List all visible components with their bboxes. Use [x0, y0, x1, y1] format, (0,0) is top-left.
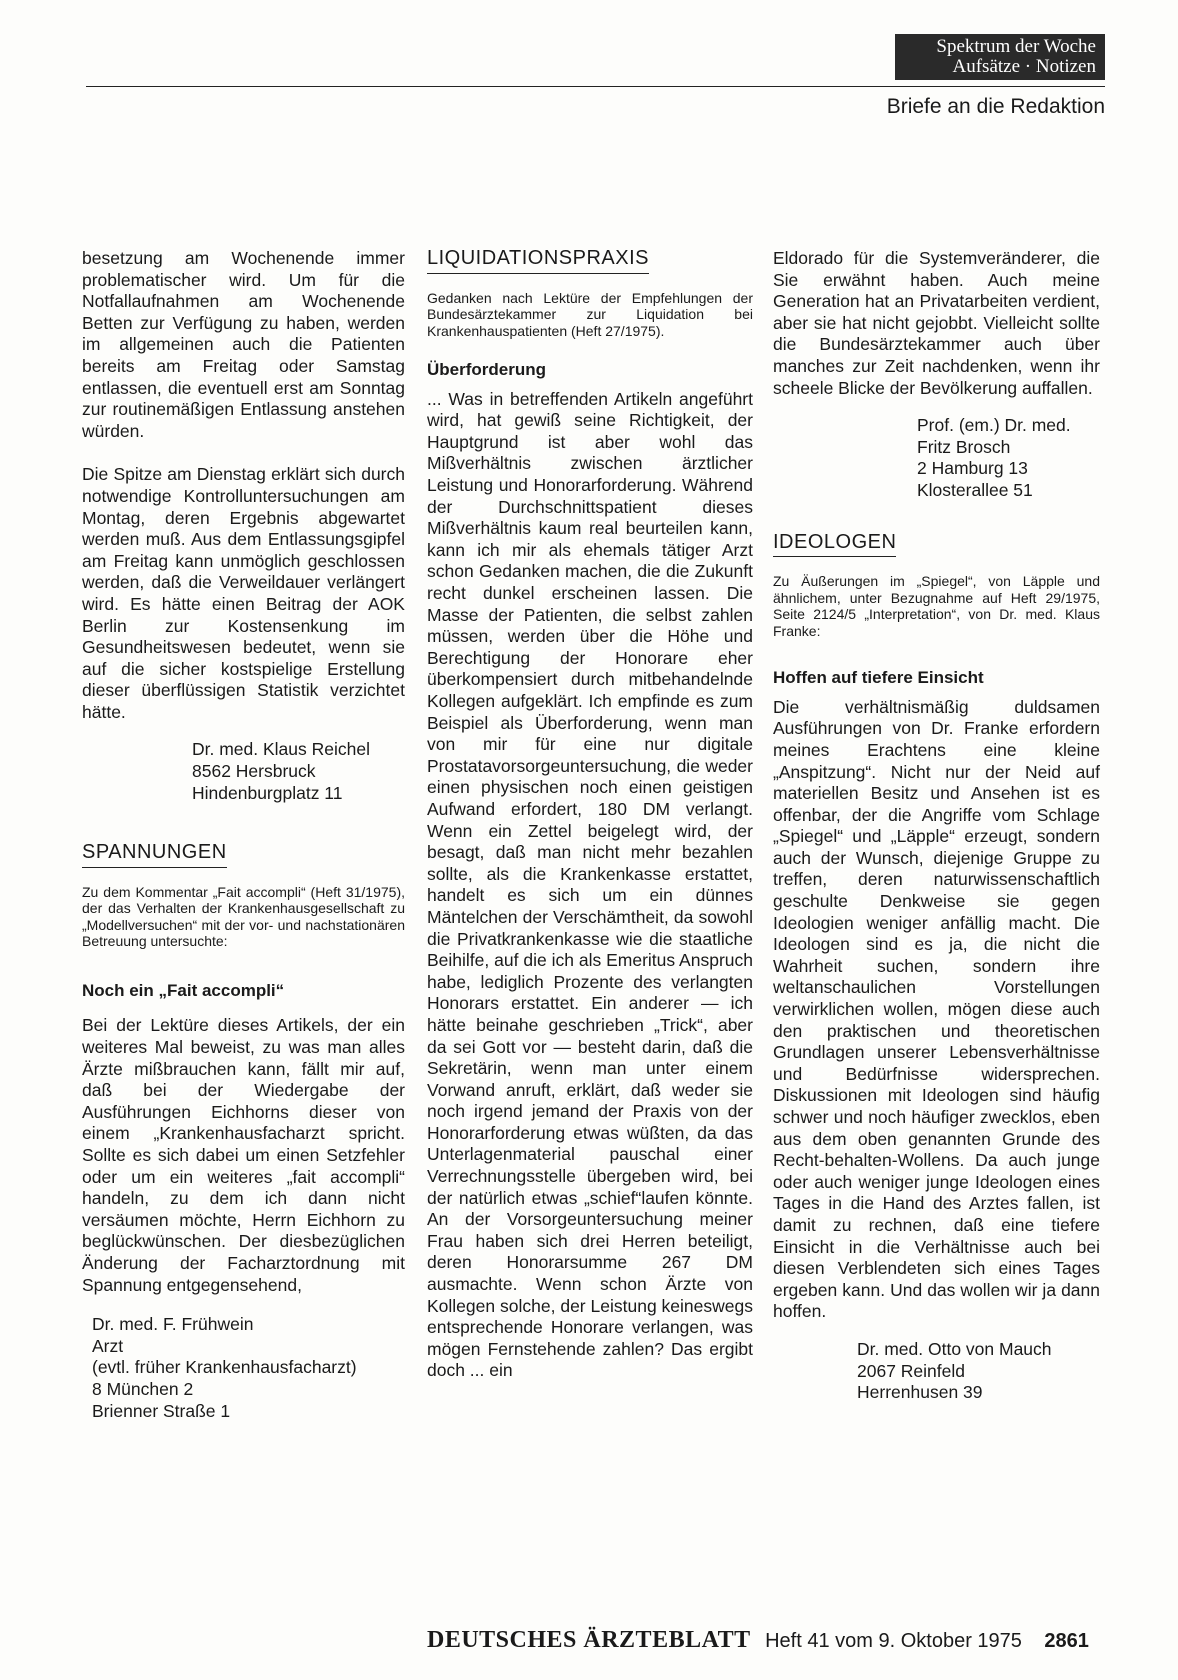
letter-paragraph: Die Spitze am Dienstag erklärt sich durch notwendige Kontrolluntersuchungen am Montag, deren Ergebnis abgewartet werden muß. Aus dem Entlassungsgipfel am Freitag kann unmöglich geschlossen werden, daß die Verweildauer verlängert wird. Es hätte einen Beitrag der AOK Berlin zur Kostensenkung im Gesundheitswesen bedeutet, wenn sie auf die sicher kostspielige Erstellung dieser überflüssigen Statistik verzichtet hätte.	[82, 464, 405, 722]
heading-spannungen: SPANNUNGEN	[82, 842, 227, 868]
page-footer	[427, 1627, 1089, 1654]
subheading-ueberforderung: Überforderung	[427, 360, 546, 380]
signature-line: Dr. med. Otto von Mauch	[857, 1338, 1052, 1359]
signature-line: Hindenburgplatz 11	[192, 782, 343, 803]
signature-brosch	[917, 415, 1100, 501]
signature-fruehwein	[92, 1314, 405, 1422]
signature-line: 2 Hamburg 13	[917, 458, 1028, 479]
signature-line: 8 München 2	[92, 1378, 194, 1399]
signature-mauch	[857, 1339, 1100, 1404]
signature-line: Arzt	[92, 1335, 124, 1356]
intro-ideologen: Zu Äußerungen im „Spiegel“, von Läpple und ähnlichem, unter Bezugnahme auf Heft 29/1975, Seite 2124/5 „Interpretation“, von Dr. med. Klaus Franke:	[773, 573, 1100, 639]
heading-liquidationspraxis: LIQUIDATIONSPRAXIS	[427, 248, 649, 274]
section-badge	[895, 34, 1105, 80]
signature-reichel	[192, 739, 405, 804]
badge-line-2: Aufsätze · Notizen	[952, 56, 1096, 77]
subheading-hoffen: Hoffen auf tiefere Einsicht	[773, 668, 984, 688]
signature-line: (evtl. früher Krankenhausfacharzt)	[92, 1357, 357, 1378]
intro-liquidationspraxis: Gedanken nach Lektüre der Empfehlungen der Bundesärztekammer zur Liquidation bei Krankenhauspatienten (Heft 27/1975).	[427, 289, 753, 339]
signature-line: Klosterallee 51	[917, 479, 1033, 500]
letter-paragraph: Eldorado für die Systemveränderer, die Sie erwähnt haben. Auch meine Generation hat an Privatarbeiten verdient, aber sie hat nicht gejobbt. Vielleicht sollte die Bundesärztekammer auch über manches zur Zeit nachdenken, wenn ihr scheele Blicke der Bevölkerung auffallen.	[773, 248, 1100, 398]
signature-line: Dr. med. Klaus Reichel	[192, 739, 370, 760]
badge-line-1: Spektrum der Woche	[936, 36, 1096, 57]
issue-info: Heft 41 vom 9. Oktober 1975	[765, 1630, 1022, 1652]
header-rule	[86, 86, 1105, 87]
signature-line: Dr. med. F. Frühwein	[92, 1314, 254, 1335]
intro-spannungen: Zu dem Kommentar „Fait accompli“ (Heft 31/1975), der das Verhalten der Krankenhausgesellschaft zu „Modellversuchen“ mit der vor- und nachstationären Betreuung untersuchte:	[82, 883, 405, 950]
letter-paragraph: ... Was in betreffenden Artikeln angeführt wird, hat gewiß seine Richtigkeit, der Hauptgrund ist aber wohl das Mißverhältnis zwischen ärztlicher Leistung und Honorarforderung. Während der Durchschnittspatient dieses Mißverhältnis kaum real beurteilen kann, kann ich mir als ehemals tätiger Arzt schon Gedanken machen, die die Zukunft recht dunkel erscheinen lassen. Die Masse der Patienten, die selbst zahlen müssen, werden über die Höhe und Berechtigung der Honorare eher überkompensiert durch mitbehandelnde Kollegen aufgeklärt. Ich empfinde es zum Beispiel als Überforderung, wenn man von mir für eine nur digitale Prostatavorsorgeuntersuchung, die weder einen physischen noch einen geistigen Aufwand erfordert, 180 DM verlangt. Wenn ein Zettel beigelegt wird, der besagt, daß man nicht mehr bezahlen sollte, als die Krankenkasse erstattet, handelt es sich um ein dünnes Mäntelchen der Verschämtheit, da sowohl die Privatkrankenkasse wie die staatliche Beihilfe, auf die ich als Emeritus Anspruch habe, lediglich Prozente des verlangten Honorars erstattet. Ein anderer — ich hätte beinahe geschrieben „Trick“, aber da sei Gott vor — besteht darin, daß die Sekretärin, wenn man unter einem Vorwand anruft, erklärt, daß weder sie noch irgend jemand der Praxis von der Honorarforderung etwas wüßten, da das Unterlagenmaterial pauschal einer Verrechnungsstelle übergeben wird, bei der natürlich etwas „schief“laufen könnte. An der Vorsorgeuntersuchung meiner Frau haben sich drei Herren beteiligt, deren Honorarsumme 267 DM ausmachte. Wenn schon Ärzte von Kollegen solche, der Leistung keineswegs entsprechende Honorare verlangen, was mögen Fernstehende zahlen? Das ergibt doch ... ein	[427, 388, 753, 1381]
section-title: Briefe an die Redaktion	[886, 95, 1105, 118]
letter-paragraph: Bei der Lektüre dieses Artikels, der ein weiteres Mal beweist, zu was man alles Ärzte mißbrauchen kann, fällt mir auf, daß bei der Wiedergabe der Ausführungen Eichhorns dieser von einem „Krankenhausfacharzt spricht. Sollte es sich dabei um einen Setzfehler oder um ein weiteres „fait accompli“ handeln, zu dem ich dann nicht versäumen möchte, Herrn Eichhorn zu beglückwünschen. Der diesbezüglichen Änderung der Facharztordnung mit Spannung entgegensehend,	[82, 1015, 405, 1295]
subheading-fait-accompli: Noch ein „Fait accompli“	[82, 980, 285, 1000]
page-number: 2861	[1044, 1630, 1089, 1652]
magazine-title: DEUTSCHES ÄRZTEBLATT	[427, 1627, 751, 1653]
letter-paragraph: Die verhältnismäßig duldsamen Ausführungen von Dr. Franke erfordern meines Erachtens eine kleine „Anspitzung“. Nicht nur der Neid auf materiellen Besitz und Ansehen ist es offenbar, der die Angriffe vom Schlage „Spiegel“ und „Läpple“ erzeugt, sondern auch der Wunsch, diejenige Gruppe zu treffen, deren naturwissenschaftlich geschulte Denkweise sie gegen Ideologien weniger anfällig macht. Die Ideologen sind es ja, die nicht die Wahrheit suchen, sondern ihre weltanschaulichen Vorstellungen verwirklichen wollen, mögen diese auch den praktischen und theoretischen Grundlagen unserer Lebensverhältnisse und Bedürfnisse widersprechen. Diskussionen mit Ideologen sind häufig schwer und noch häufiger zwecklos, eben aus dem oben genannten Grunde des Recht-behalten-Wollens. Da auch junge oder auch weniger junge Ideologen eines Tages in die Hand des Arztes fallen, ist damit zu rechnen, daß eine tiefere Einsicht in die Verhältnisse auch bei diesen Verblendeten sich eines Tages ergeben kann. Und das wollen wir ja dann hoffen.	[773, 696, 1100, 1322]
signature-line: Fritz Brosch	[917, 436, 1011, 457]
signature-line: 2067 Reinfeld	[857, 1360, 965, 1381]
column-3	[773, 248, 1100, 1404]
signature-line: Herrenhusen 39	[857, 1382, 983, 1403]
heading-ideologen: IDEOLOGEN	[773, 532, 896, 558]
column-2	[427, 248, 753, 1382]
signature-line: Prof. (em.) Dr. med.	[917, 415, 1071, 436]
signature-line: 8562 Hersbruck	[192, 761, 316, 782]
letter-paragraph: besetzung am Wochenende immer problematischer wird. Um für die Notfallaufnahmen am Wochenende Betten zur Verfügung zu haben, werden im allgemeinen auch die Patienten bereits am Freitag oder Samstag entlassen, die eventuell erst am Sonntag zur routinemäßigen Entlassung anstehen würden.	[82, 248, 405, 441]
signature-line: Brienner Straße 1	[92, 1400, 231, 1421]
column-1	[82, 248, 405, 1422]
